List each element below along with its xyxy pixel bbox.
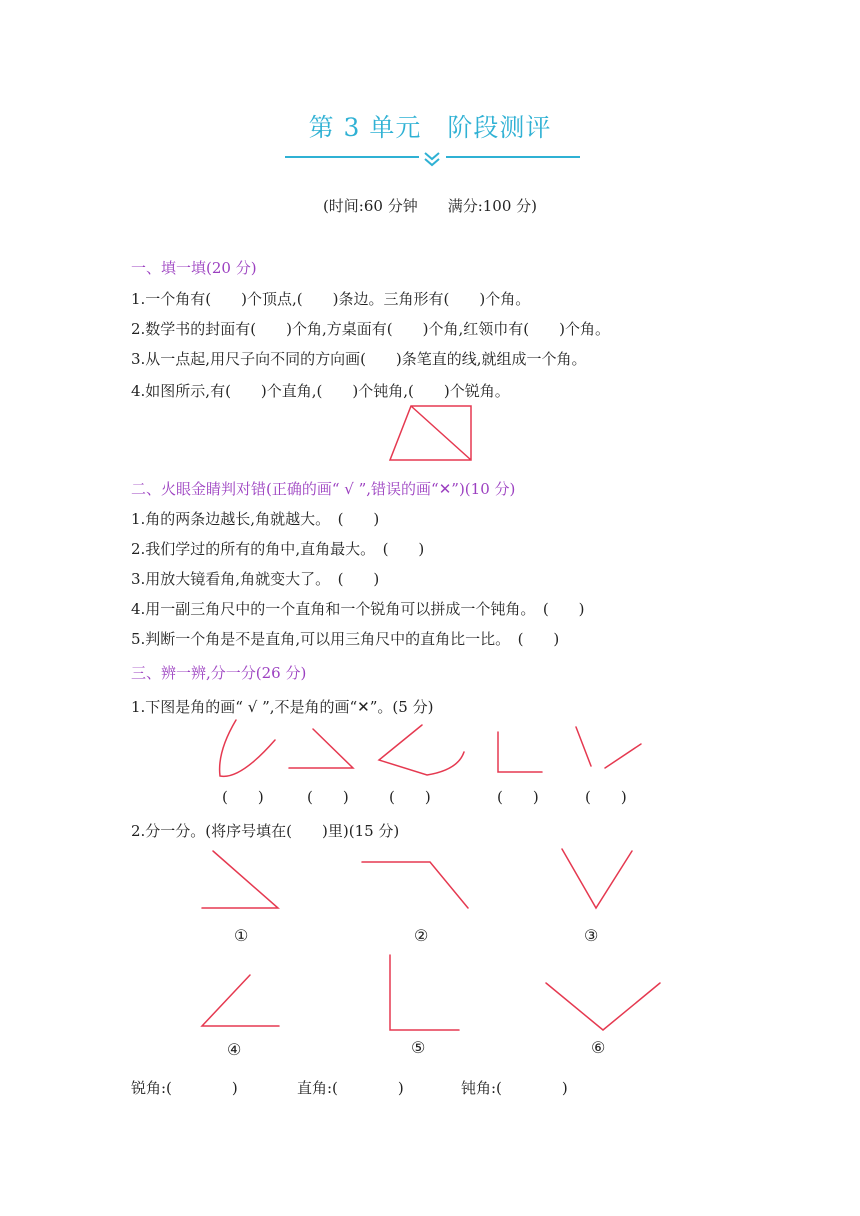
shape-label-5: ⑤ xyxy=(411,1038,426,1057)
geometry-figure xyxy=(390,406,471,460)
question-2-4: 4.用一副三角尺中的一个直角和一个锐角可以拼成一个钝角。 ( ) xyxy=(131,600,585,618)
figure-triangle-angle xyxy=(289,729,353,768)
section-heading-3: 三、辨一辨,分一分(26 分) xyxy=(131,664,307,682)
question-2-2: 2.我们学过的所有的角中,直角最大。 ( ) xyxy=(131,540,425,558)
figure-angle-2 xyxy=(362,862,468,908)
figure-angle-3 xyxy=(562,849,632,908)
question-1-4: 4.如图所示,有( )个直角,( )个钝角,( )个锐角。 xyxy=(131,382,510,400)
answer-blank-4[interactable]: ( ) xyxy=(497,788,539,806)
exam-info: (时间:60 分钟 满分:100 分) xyxy=(322,197,538,215)
figure-curve-angle xyxy=(379,725,464,775)
figure-curved-angle xyxy=(220,720,275,776)
figure-angle-1 xyxy=(202,851,278,908)
shape-label-2: ② xyxy=(414,926,429,945)
question-1-1: 1.一个角有( )个顶点,( )条边。三角形有( )个角。 xyxy=(131,290,531,308)
page-title: 第 3 单元 阶段测评 xyxy=(308,113,552,142)
question-3-1: 1.下图是角的画“ √ ”,不是角的画“✕”。(5 分) xyxy=(131,698,434,716)
question-1-3: 3.从一点起,用尺子向不同的方向画( )条笔直的线,就组成一个角。 xyxy=(131,350,587,368)
figure-broken-angle xyxy=(576,727,641,768)
question-2-5: 5.判断一个角是不是直角,可以用三角尺中的直角比一比。 ( ) xyxy=(131,630,560,648)
answer-blank-3[interactable]: ( ) xyxy=(389,788,431,806)
section-heading-1: 一、填一填(20 分) xyxy=(131,259,257,277)
question-2-1: 1.角的两条边越长,角就越大。 ( ) xyxy=(131,510,380,528)
shape-label-6: ⑥ xyxy=(591,1038,606,1057)
answer-blank-1[interactable]: ( ) xyxy=(222,788,264,806)
figure-angle-6 xyxy=(546,983,660,1030)
question-2-3: 3.用放大镜看角,角就变大了。 ( ) xyxy=(131,570,380,588)
section-heading-2: 二、火眼金睛判对错(正确的画“ √ ”,错误的画“✕”)(10 分) xyxy=(131,480,516,498)
shape-label-1: ① xyxy=(234,926,249,945)
figure-right-angle xyxy=(498,732,542,772)
answer-blank-5[interactable]: ( ) xyxy=(585,788,627,806)
obtuse-angle-answer[interactable]: 钝角:( ) xyxy=(461,1079,568,1097)
shape-label-3: ③ xyxy=(584,926,599,945)
shape-label-4: ④ xyxy=(227,1040,242,1059)
figure-angle-5 xyxy=(390,955,459,1030)
figure-angle-4 xyxy=(202,975,279,1026)
acute-angle-answer[interactable]: 锐角:( ) xyxy=(131,1079,238,1097)
right-angle-answer[interactable]: 直角:( ) xyxy=(297,1079,404,1097)
question-3-2: 2.分一分。(将序号填在( )里)(15 分) xyxy=(131,822,400,840)
answer-blank-2[interactable]: ( ) xyxy=(307,788,349,806)
question-1-2: 2.数学书的封面有( )个角,方桌面有( )个角,红领巾有( )个角。 xyxy=(131,320,610,338)
